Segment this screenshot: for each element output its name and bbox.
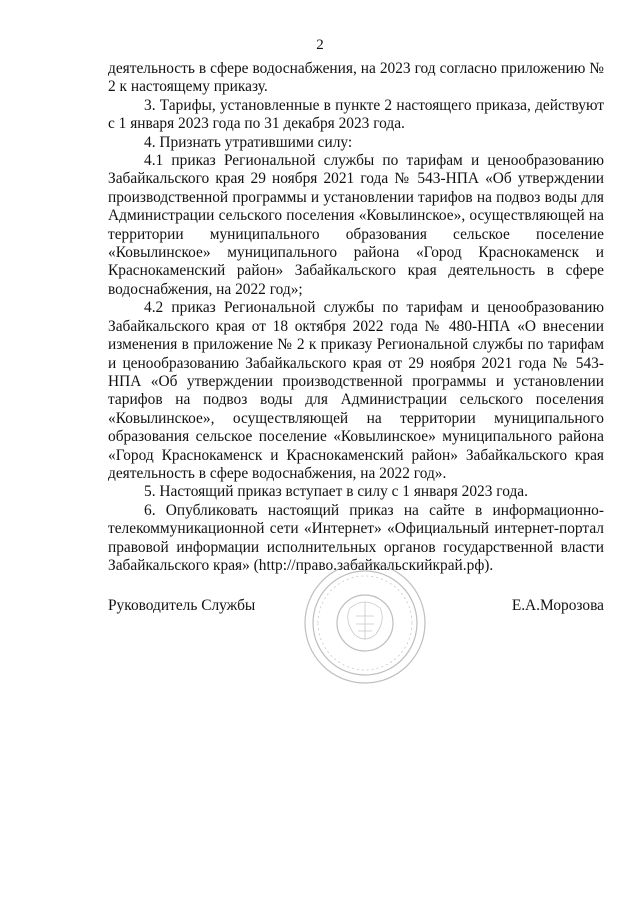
paragraph-item-4-2: 4.2 приказ Региональной службы по тарифам и ценообразованию Забайкальского края от 18 октября 2022 года № 480-НПА «О внесении изменения в приложение № 2 к приказу Региональной службы по тарифам и ценообразованию Забайкальского края от 29 ноября 2021 года № 543-НПА «Об утверждении производственной программы и установлении тарифов на подвоз воды для Администрации сельского поселения «Ковылинское», осуществляющей на территории муниципального образования сельское поселение «Ковылинское» муниципального района «Город Краснокаменск и Краснокаменский район» Забайкальского края деятельность в сфере водоснабжения, на 2022 год». <box>108 299 604 482</box>
signer-title: Руководитель Службы <box>108 597 256 614</box>
paragraph-item-6: 6. Опубликовать настоящий приказ на сайте в информационно-телекоммуникационной сети «Интернет» «Официальный интернет-портал правовой информации исполнительных органов государственной власти Забайкальского края» (http://право.забайкальскийкрай.рф). <box>108 501 604 574</box>
page-number: 2 <box>316 37 324 53</box>
paragraph-continuation: деятельность в сфере водоснабжения, на 2023 год согласно приложению № 2 к настоящему приказу. <box>108 60 604 96</box>
official-seal-icon <box>290 558 440 688</box>
paragraph-item-3: 3. Тарифы, установленные в пункте 2 настоящего приказа, действуют с 1 января 2023 года по 31 декабря 2023 года. <box>108 96 604 133</box>
paragraph-item-4-1: 4.1 приказ Региональной службы по тарифам и ценообразованию Забайкальского края 29 ноября 2021 года № 543-НПА «Об утверждении производственной программы и установлении тарифов на подвоз воды для Администрации сельского поселения «Ковылинское», осуществляющей на территории муниципального образования сельское поселение «Ковылинское» муниципального района «Город Краснокаменск и Краснокаменский район» Забайкальского края деятельность в сфере водоснабжения, на 2022 год»; <box>108 152 604 298</box>
document-body <box>108 60 604 575</box>
signer-name: Е.А.Морозова <box>511 597 604 614</box>
paragraph-item-4: 4. Признать утратившими силу: <box>144 133 353 151</box>
paragraph-item-5: 5. Настоящий приказ вступает в силу с 1 января 2023 года. <box>144 483 528 501</box>
